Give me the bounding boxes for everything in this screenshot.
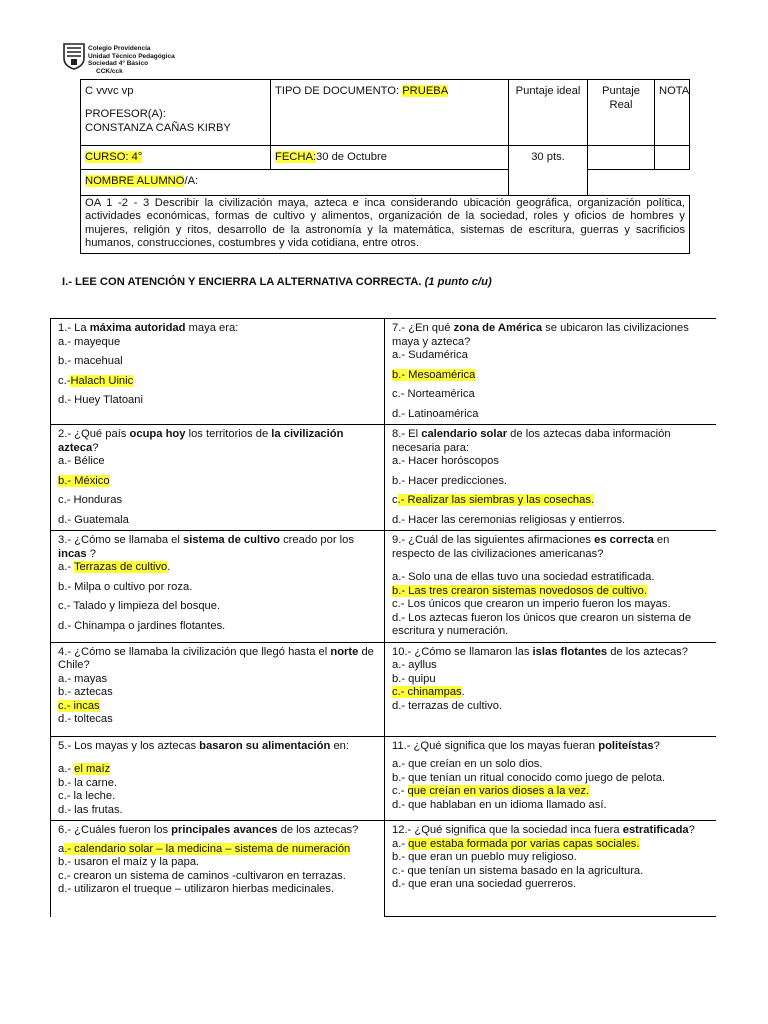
q-post: de los aztecas? [607,645,688,658]
option-b[interactable]: b.- usaron el maíz y la papa. [58,856,200,868]
option-d[interactable]: d.- toltecas [58,713,113,725]
question-text [58,322,377,336]
opt-highlight: b.- Las tres crearon sistemas novedosos de cultivo. [392,584,647,597]
doc-type-value: PRUEBA [402,85,449,97]
option-b[interactable]: b.- Milpa o cultivo por roza. [58,580,193,593]
opt-suffix: . [461,686,465,698]
option-a[interactable] [392,838,709,852]
q-bold: principales avances [171,824,278,836]
question-6 [51,821,385,917]
option-d[interactable]: d.- las frutas. [58,803,123,816]
opt-prefix: c.- [58,374,71,387]
option-c[interactable] [58,700,377,714]
option-a[interactable]: a.- ayllus [392,659,437,671]
course-value: CURSO: 4° [85,151,143,163]
question-5 [51,736,385,821]
header-table [80,79,690,254]
grade-header [655,80,690,146]
option-c[interactable] [58,375,377,389]
opt-highlight: Terrazas de cultivo [73,561,168,573]
school-line: Colegio Providencia [88,45,151,52]
section-title [62,276,492,288]
q-pre: 6.- ¿Cuáles fueron los [58,824,172,836]
opt-highlight: .- Realizar las siembras y las cosechas. [397,494,595,506]
q-bold: politeístas [598,739,654,752]
q-pre: 2.- ¿Qué país [58,428,130,440]
opt-prefix: c.- [392,785,408,797]
ideal-score-label: Puntaje ideal [515,85,581,97]
option-d[interactable]: d.- Guatemala [58,513,129,526]
option-c[interactable]: c.- Los únicos que crearon un imperio fueron los mayas. [392,598,671,610]
q-pre: 1.- La [58,322,90,334]
opt-highlight: Halach Uinic [70,374,134,387]
school-line: CCK/cck [96,67,123,75]
opt-highlight: b.- Mesoamérica [392,368,476,381]
opt-highlight: .- calendario solar – la medicina – sistema de numeración [64,842,351,855]
option-a[interactable]: a.- Solo una de ellas tuvo una sociedad estratificada. [392,571,655,583]
option-b[interactable]: b.- que eran un pueblo muy religioso. [392,851,577,863]
question-12 [385,821,717,917]
student-name-suffix: /A: [184,175,199,187]
question-8 [385,425,717,531]
q-post: de los aztecas daba información necesaria para: [392,428,671,454]
question-text [58,428,377,455]
option-a[interactable]: a.- mayas [58,672,108,685]
q-bold: máxima autoridad [89,322,186,334]
school-logo [62,42,86,70]
opt-prefix: a.- [58,561,74,573]
doc-code: C vvvc vp [85,85,134,97]
question-text [392,740,709,754]
q-post: ? [688,824,695,836]
question-text [58,824,377,838]
q-pre: 5.- Los mayas y los aztecas [58,739,200,752]
question-10 [385,642,717,736]
q-post: en: [330,739,350,752]
ideal-score-value [509,146,588,196]
question-text [58,740,377,754]
option-d[interactable]: d.- que hablaban en un idioma llamado así. [392,798,607,811]
option-b[interactable]: b.- macehual [58,355,123,367]
q-post: de los aztecas? [277,824,359,836]
q-pre: 3.- ¿Cómo se llamaba el [58,534,183,546]
question-text [392,646,709,660]
blank-cell [655,170,690,196]
q-pre: 8.- El [392,428,422,440]
q-bold: norte [330,645,359,658]
opt-suffix: . [167,561,171,573]
option-c[interactable]: c.- crearon un sistema de caminos -cultivaron en terrazas. [58,869,346,882]
q-mid: los territorios de [185,428,272,440]
opt-highlight: b.- México [58,474,110,487]
q-post: se ubicaron las civilizaciones maya y azteca? [392,322,689,348]
option-a[interactable] [58,843,377,857]
date-label: FECHA: [275,151,317,163]
option-d[interactable]: d.- Latinoamérica [392,407,479,420]
opt-highlight: c.- incas [58,699,100,712]
option-c[interactable]: c.- Honduras [58,494,123,506]
option-b[interactable]: b.- Hacer predicciones. [392,474,508,487]
q-post: en respecto de las civilizaciones americanas? [392,534,670,560]
question-4 [51,642,385,736]
option-a[interactable]: a.- que creían en un solo dios. [392,758,543,770]
option-c[interactable]: c.- la leche. [58,790,116,802]
section-points: (1 punto c/u) [424,276,492,288]
option-d[interactable]: d.- terrazas de cultivo. [392,699,503,712]
q-bold: la civilización azteca [58,428,344,454]
questions-table [50,318,716,917]
q-bold: sistema de cultivo [182,534,280,546]
grade-input[interactable] [655,146,690,170]
option-a[interactable]: a.- Sudamérica [392,349,468,361]
teacher-cell [81,80,271,146]
question-7 [385,319,717,425]
question-text [392,428,709,455]
real-score-header [588,80,655,146]
option-a[interactable]: a.- Hacer horóscopos [392,455,499,467]
q-bold: ocupa hoy [129,428,186,440]
option-a[interactable] [58,561,377,575]
question-text [58,646,377,673]
option-c[interactable] [392,785,709,799]
option-d[interactable]: d.- Huey Tlatoani [58,394,143,406]
q-post: ? [653,739,660,752]
question-3 [51,531,385,643]
ideal-score-header [509,80,588,146]
q-pre: 12.- ¿Qué significa que la sociedad inca fuera [392,824,623,836]
q-post: de Chile? [58,645,374,671]
school-line: Unidad Técnico Pedagógica [88,52,175,60]
q-pre: 7.- ¿En qué [392,322,454,334]
learning-objective [81,196,690,254]
date-value: 30 de Octubre [316,151,387,163]
q-bold: calendario solar [421,428,508,440]
q-pre: 4.- ¿Cómo se llamaba la civilización que llegó hasta el [58,645,331,658]
option-b[interactable]: b.- que tenían un ritual conocido como juego de pelota. [392,771,666,784]
opt-highlight: c.- chinampas [392,686,462,698]
date-cell [271,146,509,170]
objective-text: OA 1 -2 - 3 Describir la civilización maya, azteca e inca considerando ubicación geográfica, organización política, actividades económicas, formas de cultivo y alimentos, organización de la sociedad, roles y oficios de hombres y mujeres, religión y ritos, desarrollo de la astronomía y la matemática, sistemas de escritura, guerras y sacrificios humanos, construcciones, costumbres y vida cotidiana, entre otros. [85,197,685,249]
q-bold: estratificada [622,824,689,836]
opt-prefix: a [58,842,65,855]
option-c[interactable]: c.- que tenían un sistema basado en la agricultura. [392,864,644,877]
option-a[interactable] [58,763,377,777]
opt-prefix: a.- [58,763,75,775]
school-name [88,45,175,75]
q-pre: 9.- ¿Cuál de las siguientes afirmaciones [392,534,595,546]
question-1 [51,319,385,425]
opt-highlight: el maíz [74,763,111,775]
option-d[interactable]: d.- Los aztecas fueron los únicos que crearon un sistema de escritura y numeración. [392,611,692,637]
teacher-label: PROFESOR(A): [85,108,166,120]
section-instruction: I.- LEE CON ATENCIÓN Y ENCIERRA LA ALTERNATIVA CORRECTA. [62,276,425,288]
doc-type-label: TIPO DE DOCUMENTO: [275,85,403,97]
q-bold: zona de América [453,322,543,334]
option-a[interactable]: a.- Bélice [58,455,105,467]
option-c[interactable] [392,494,709,508]
question-2 [51,425,385,531]
option-b[interactable]: b.- quipu [392,672,436,685]
question-text [392,534,709,561]
option-d[interactable]: d.- Hacer las ceremonias religiosas y entierros. [392,513,626,526]
opt-prefix: a.- [392,837,409,850]
doc-type-cell [271,80,509,146]
q-pre: 11.- ¿Qué significa que los mayas fueran [392,739,599,752]
teacher-name: CONSTANZA CAÑAS KIRBY [85,122,231,134]
option-b[interactable] [58,475,377,489]
student-name-cell[interactable] [81,170,509,196]
option-c[interactable]: c.- Talado y limpieza del bosque. [58,600,221,612]
real-score-input[interactable] [588,146,655,170]
question-text [392,824,709,838]
opt-highlight: que estaba formada por varias capas sociales. [408,837,640,850]
option-b[interactable] [392,585,709,599]
question-text [392,322,709,349]
q-bold: es correcta [594,534,654,546]
option-b[interactable]: b.- la carne. [58,776,118,789]
ideal-points: 30 pts. [531,151,565,163]
option-d[interactable]: d.- utilizaron el trueque – utilizaron hierbas medicinales. [58,883,335,895]
school-line: Sociedad 4° Básico [88,60,149,68]
question-text [58,534,377,561]
course-cell [81,146,271,170]
option-d[interactable]: d.- que eran una sociedad guerreros. [392,878,577,890]
option-c[interactable]: c.- Norteamérica [392,388,475,400]
question-9 [385,531,717,643]
option-b[interactable] [392,369,709,383]
opt-highlight: que creían en varios dioses a la vez. [407,785,590,797]
option-d[interactable]: d.- Chinampa o jardines flotantes. [58,619,226,632]
blank-cell [588,170,655,196]
opt-prefix: c [392,494,398,506]
option-a[interactable]: a.- mayeque [58,335,121,348]
q-bold: incas [58,547,87,560]
q-mid: creado por los [279,534,354,546]
question-11 [385,736,717,821]
option-b[interactable]: b.- aztecas [58,686,113,698]
q-pre: 10.- ¿Cómo se llamaron las [392,645,533,658]
q-post: ? [92,441,99,454]
grade-label: NOTA [659,85,690,97]
q-post: ? [86,547,96,560]
q-post: maya era: [185,322,239,334]
real-score-label: Puntaje Real [602,85,640,111]
q-bold: islas flotantes [532,645,608,658]
q-bold: basaron su alimentación [199,739,331,752]
student-name-label: NOMBRE ALUMNO [85,175,185,187]
option-c[interactable] [392,686,709,700]
